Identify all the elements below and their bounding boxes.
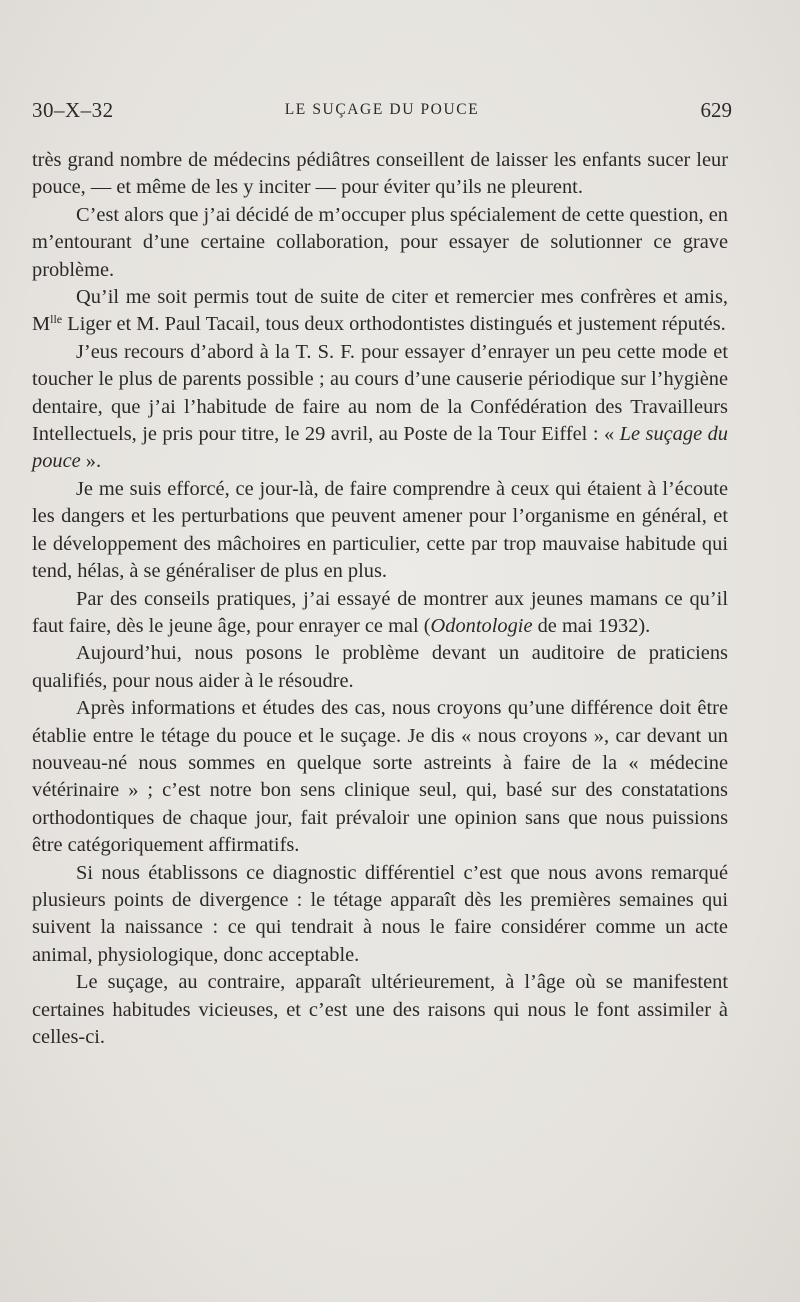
- paragraph-4-text-a: J’eus recours d’abord à la T. S. F. pour essayer d’enrayer un peu cette mode et toucher le plus de parents possible ; au cours d’une causerie périodique sur l’hygiène dentaire, que j’ai l’habitude de faire au nom de la Confédération des Travailleurs Intellectuels, je pris pour titre, le 29 avril, au Poste de la Tour Eiffel : «: [32, 340, 728, 446]
- paragraph-6: [32, 586, 728, 641]
- paragraph-4-text-b: ».: [80, 450, 102, 473]
- paragraph-5: Je me suis efforcé, ce jour-là, de faire comprendre à ceux qui étaient à l’écoute les dangers et les perturbations que peuvent amener pour l’organisme en général, et le développement des mâchoires en particulier, cette par trop mauvaise habitude qui tend, hélas, à se généraliser de plus en plus.: [32, 477, 728, 583]
- paragraph-3: [32, 284, 728, 339]
- paragraph-4-italic-title: Le suçage du pouce: [32, 423, 728, 473]
- paragraph-6-text-b: de mai 1932).: [532, 614, 651, 637]
- paragraph-1: très grand nombre de médecins pédiâtres conseillent de laisser les enfants sucer leur pouce, — et même de les y inciter — pour éviter qu’ils ne pleurent.: [32, 149, 728, 199]
- paragraph-9: Si nous établissons ce diagnostic différentiel c’est que nous avons remarqué plusieurs points de divergence : le tétage apparaît dès les premières semaines qui suivent la naissance : ce qui tendrait à nous le faire considérer comme un acte animal, physiologique, donc acceptable.: [32, 861, 728, 966]
- running-head: [32, 98, 732, 128]
- paragraph-3-superscript: lle: [50, 312, 63, 327]
- paragraph-7: Aujourd’hui, nous posons le problème devant un auditoire de praticiens qualifiés, pour nous aider à le résoudre.: [32, 642, 728, 692]
- paragraph-8: Après informations et études des cas, nous croyons qu’une différence doit être établie entre le tétage du pouce et le suçage. Je dis « nous croyons », car devant un nouveau-né nous sommes en quelque sorte astreints à faire de la « médecine vétérinaire » ; c’est notre bon sens clinique seul, qui, basé sur des constatations orthodontiques de chaque jour, fait prévaloir une opinion sans que nous puissions être catégoriquement affirmatifs.: [32, 697, 728, 857]
- paragraph-4: [32, 339, 728, 476]
- article-body: [32, 147, 728, 1051]
- page-number: 629: [700, 98, 732, 122]
- header-title: LE SUÇAGE DU POUCE: [284, 101, 480, 118]
- paragraph-3-text-b: Liger et M. Paul Tacail, tous deux orthodontistes distingués et justement réputés.: [62, 313, 726, 336]
- paragraph-6-text-a: Par des conseils pratiques, j’ai essayé de montrer aux jeunes mamans ce qu’il faut faire, dès le jeune âge, pour enrayer ce mal (: [32, 587, 728, 637]
- header-date: 30–X–32: [32, 98, 114, 122]
- paragraph-2: C’est alors que j’ai décidé de m’occuper plus spécialement de cette question, en m’entourant d’une certaine collaboration, pour essayer de solutionner ce grave problème.: [32, 203, 728, 281]
- paragraph-10: Le suçage, au contraire, apparaît ultérieurement, à l’âge où se manifestent certaines habitudes vicieuses, et c’est une des raisons qui nous le font assimiler à celles-ci.: [32, 971, 728, 1048]
- paragraph-3-text-a: Qu’il me soit permis tout de suite de citer et remercier mes confrères et amis, M: [32, 286, 728, 336]
- paragraph-6-italic-journal: Odontologie: [430, 614, 533, 637]
